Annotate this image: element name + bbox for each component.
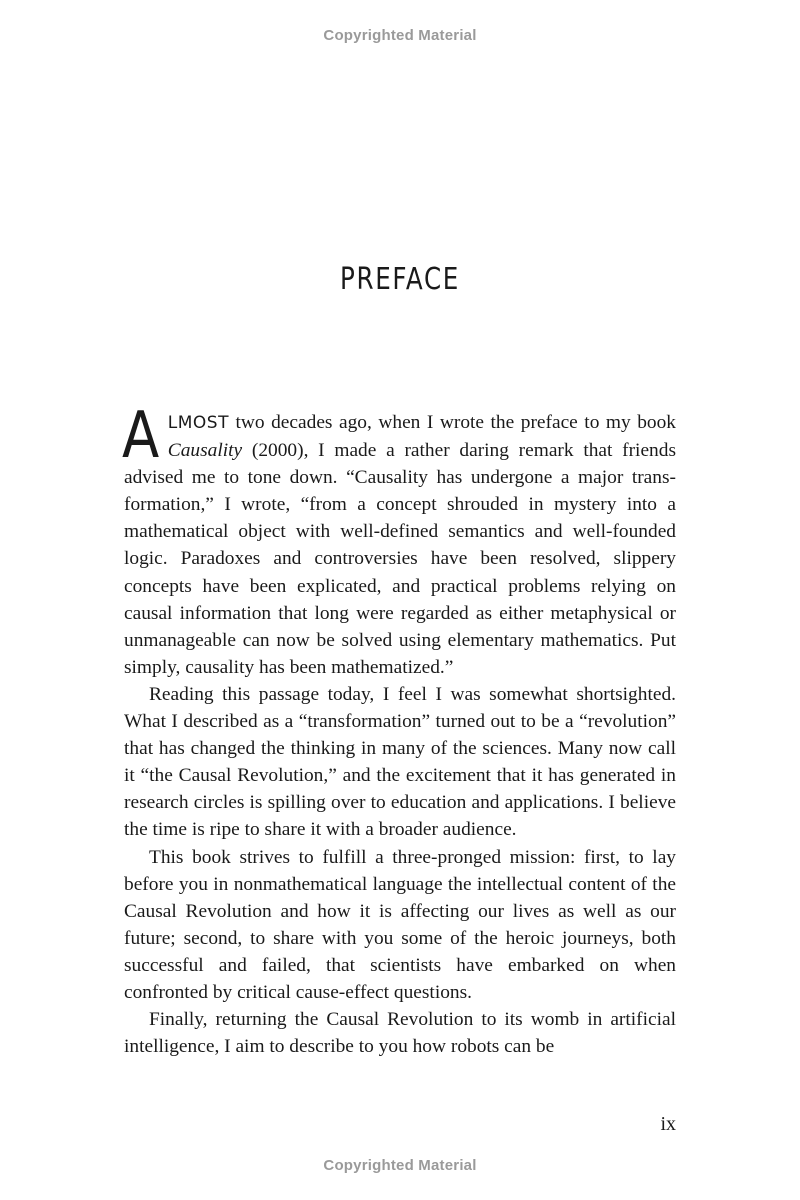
paragraph-3: This book strives to fulfill a three-pronged mission: first, to lay before you in nonmathematical language the intellectual content of the Causal Revolution and how it is affecting our lives as well as our future; second, to share with you some of the heroic journeys, both successful and failed, that scientists have embarked on when confronted by critical cause-effect questions. — [124, 846, 676, 1003]
book-title-causality: Causality — [167, 440, 243, 462]
page-number: ix — [660, 1113, 676, 1135]
chapter-title: PREFACE — [340, 262, 460, 297]
paragraph-4: Finally, returning the Causal Revolution to its womb in artificial intelligence, I aim to describe to you how robots can be — [124, 1009, 676, 1058]
copyright-watermark-bottom: Copyrighted Material — [323, 1157, 477, 1174]
body-text — [122, 399, 676, 1060]
lead-word: LMOST — [167, 413, 229, 433]
paragraph-1-text-1: two decades ago, when I wrote the preface to my book — [228, 412, 676, 433]
drop-cap: A — [122, 399, 160, 473]
copyright-watermark-top: Copyrighted Material — [323, 27, 477, 44]
paragraph-1-text-2: (2000), I made a rather daring remark that friends advised me to tone down. “Causality has undergone a major transformation,” I wrote, “from a concept shrouded in mystery into a mathematical object with well-defined semantics and well-founded logic. Paradoxes and controversies have been resolved, slippery concepts have been explicated, and practical problems relying on causal information that long were regarded as either metaphysical or unmanageable can now be solved using elementary mathematics. Put simply, causality has been mathematized.” — [124, 440, 676, 678]
paragraph-2: Reading this passage today, I feel I was somewhat shortsighted. What I described as a “transformation” turned out to be a “revolution” that has changed the thinking in many of the sciences. Many now call it “the Causal Revolution,” and the excitement that it has generated in research circles is spilling over to education and applications. I believe the time is ripe to share it with a broader audience. — [124, 683, 676, 841]
paragraph-1 — [122, 399, 676, 681]
